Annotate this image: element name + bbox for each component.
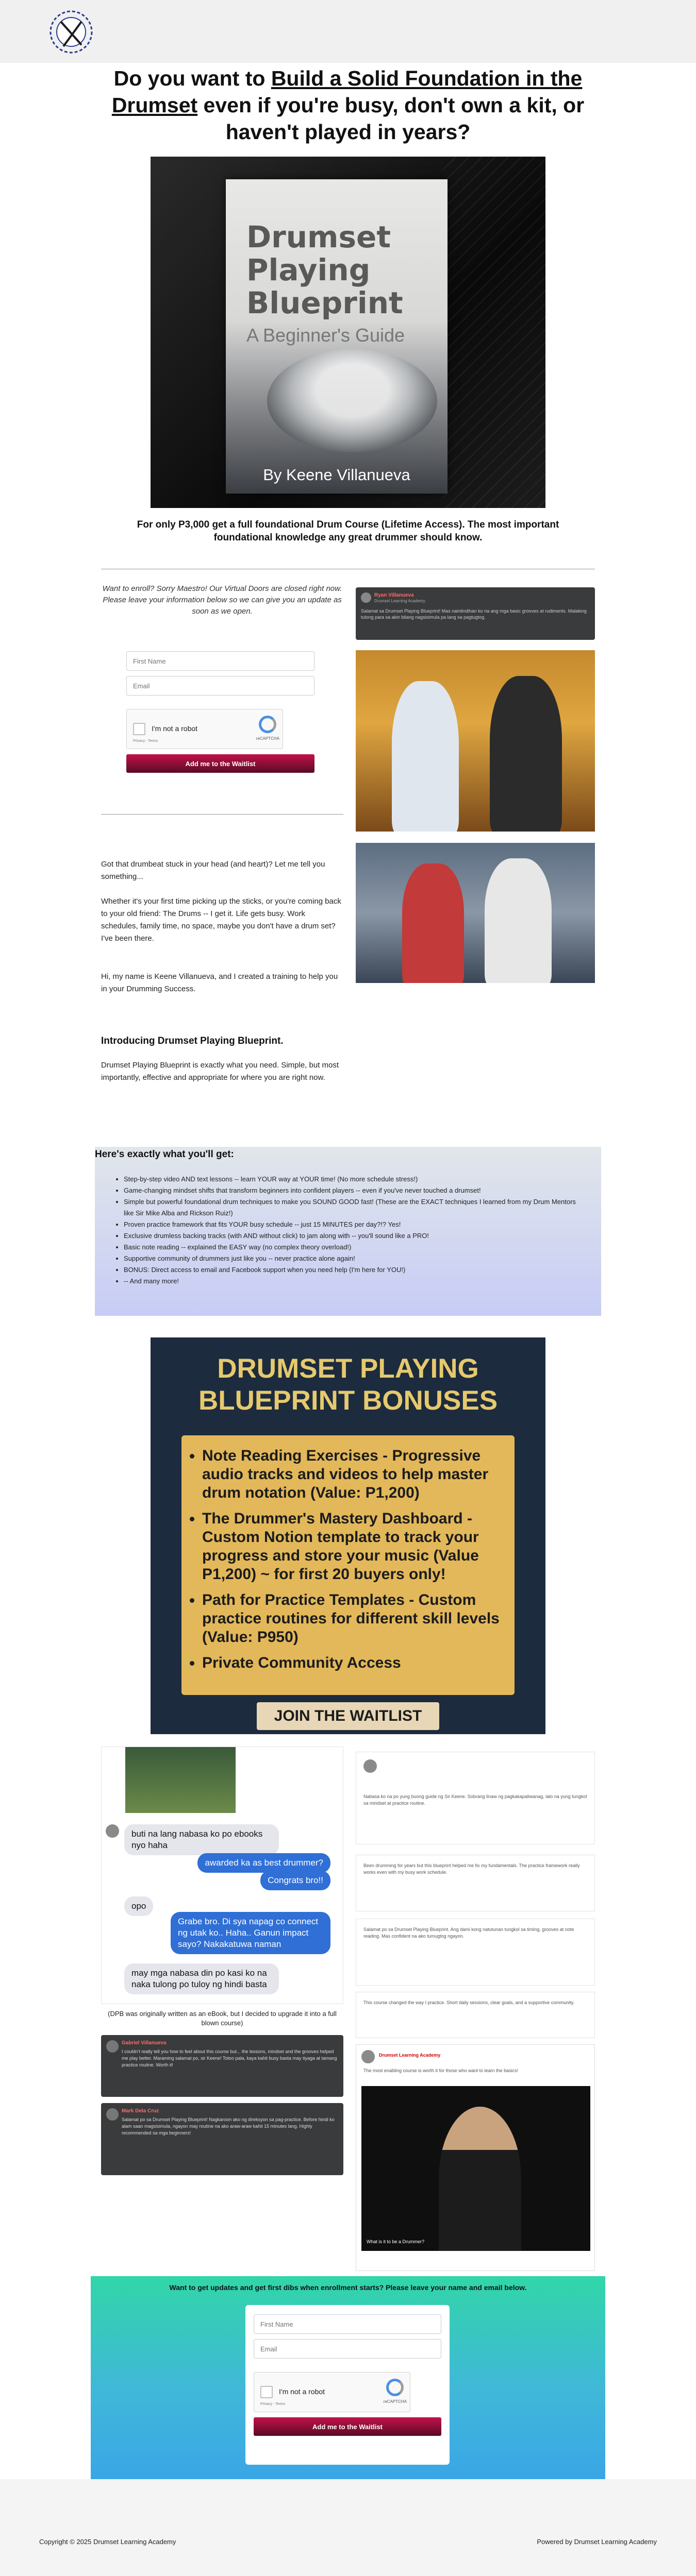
testimonial-text: Salamat po sa Drumset Playing Blueprint! Nagkaroon ako ng direksyon sa pag-practice. Before hindi ko alam saan magsisimula, ngayon may routine na ako araw-araw kahit 15 minutes lang. Highly recommended sa mga beginners!: [122, 2117, 335, 2136]
testimonial-card: [356, 1919, 595, 1986]
avatar: [363, 1759, 377, 1773]
chat-bubble: Grabe bro. Di sya napag co connect ng utak ko.. Haha.. Ganun impact sayo? Nakakatuwa naman: [171, 1912, 330, 1954]
testimonial-text: I couldn't really tell you how to feel about this course but... the lessons, mindset and the grooves helped me play better. Maraming salamat po, sir Keene! Totoo pala, kaya kahit busy basta may tiyaga at tamang practice routine. Worth it!: [122, 2049, 337, 2067]
poster-name: Gabriel Villanueva: [122, 2040, 167, 2046]
first-name-input[interactable]: [126, 651, 314, 671]
intro-title: Introducing Drumset Playing Blueprint.: [101, 1036, 284, 1046]
chat-bubble: awarded ka as best drummer?: [197, 1853, 330, 1873]
first-name-input[interactable]: [254, 2314, 441, 2334]
copyright-text: Copyright © 2025 Drumset Learning Academy: [39, 2538, 176, 2546]
feature-item: • Proven practice framework that fits YOUR busy schedule -- just 15 MINUTES per day?!? Yes!: [124, 1219, 577, 1230]
student-photo-2: [356, 843, 595, 983]
post-text: The most enabling course is worth it for those who want to learn the basics!: [363, 2068, 519, 2073]
feature-item: • BONUS: Direct access to email and Facebook support when you need help (I'm here for YOU!): [124, 1264, 577, 1276]
person-right: [490, 676, 562, 832]
testimonial-text: Been drumming for years but this blueprint helped me fix my fundamentals. The practice framework really works even with my busy work schedule.: [363, 1863, 580, 1875]
email-input[interactable]: [254, 2339, 441, 2359]
add-to-waitlist-button[interactable]: Add me to the Waitlist: [126, 754, 314, 773]
story-paragraph-3: Hi, my name is Keene Villanueva, and I created a training to help you in your Drumming Success.: [101, 972, 338, 993]
powered-by-text: Powered by Drumset Learning Academy: [537, 2538, 657, 2546]
book-cover: [226, 179, 448, 494]
drum-image: [267, 349, 437, 452]
recaptcha-label: I'm not a robot: [152, 724, 198, 733]
join-waitlist-button[interactable]: JOIN THE WAITLIST: [257, 1702, 439, 1730]
chat-bubble: Congrats bro!!: [260, 1871, 330, 1890]
bonus-item: • Note Reading Exercises - Progressive audio tracks and videos to help master drum notation (Value: P1,200): [202, 1447, 501, 1502]
add-to-waitlist-button[interactable]: Add me to the Waitlist: [254, 2417, 441, 2436]
testimonial-post: [356, 587, 595, 640]
features-list: [124, 1174, 577, 1287]
headline-link[interactable]: Build a Solid Foundation in the Drumset: [111, 66, 583, 117]
story-paragraph-2: Whether it's your first time picking up the sticks, or you're coming back to your old friend: The Drums -- I get it. Life gets busy. Work schedules, family time, no space, maybe you don't have a drum set? I've been there.: [101, 897, 341, 943]
hero-book-image: [151, 157, 545, 508]
chat-image: [125, 1747, 236, 1813]
recaptcha-brand: reCAPTCHA: [256, 736, 279, 741]
person-left: [402, 863, 464, 983]
book-title: Drumset Playing Blueprint: [246, 219, 403, 320]
testimonial-text: Salamat sa Drumset Playing Blueprint! Mas naintindihan ko na ang mga basic grooves at rudiments. Malaking tulong para sa akin bilang nagsisimula pa lang sa pagtugtog.: [361, 608, 587, 620]
main-headline: [77, 65, 619, 145]
book-author: By Keene Villanueva: [263, 466, 410, 484]
chat-caption: (DPB was originally written as an eBook, but I decided to upgrade it into a full blown course): [108, 2010, 337, 2027]
bonus-item: • Private Community Access: [202, 1654, 501, 1672]
testimonial-post: [101, 2103, 343, 2175]
person-right: [485, 858, 552, 983]
avatar: [106, 2108, 119, 2121]
poster-meta: Drumset Learning Academy: [374, 599, 425, 603]
video-caption: What is it to be a Drummer?: [367, 2239, 425, 2244]
divider: [101, 814, 343, 815]
cta-title: Want to get updates and get first dibs when enrollment starts? Please leave your name and email below.: [169, 2283, 527, 2292]
feature-item: • Basic note reading -- explained the EASY way (no complex theory overload!): [124, 1242, 577, 1253]
chat-bubble: opo: [124, 1896, 153, 1916]
poster-name: Mark Dela Cruz: [122, 2108, 159, 2114]
avatar: [361, 2050, 375, 2063]
video-post: [356, 2044, 595, 2271]
features-title: Here's exactly what you'll get:: [95, 1149, 234, 1160]
decorative-lines: [442, 157, 545, 508]
academy-logo[interactable]: [45, 6, 97, 58]
recaptcha-icon: [259, 716, 276, 733]
testimonial-post: [101, 2035, 343, 2097]
recaptcha-widget: [126, 709, 283, 749]
video-player[interactable]: [361, 2086, 590, 2251]
feature-item: • Game-changing mindset shifts that transform beginners into confident players -- even if you've never touched a drumset!: [124, 1185, 577, 1196]
poster-name: Drumset Learning Academy: [379, 2053, 441, 2058]
email-input[interactable]: [126, 676, 314, 696]
avatar: [361, 592, 371, 603]
recaptcha-checkbox[interactable]: [133, 723, 145, 735]
recaptcha-icon: [386, 2379, 404, 2396]
feature-item: • Supportive community of drummers just like you -- never practice alone again!: [124, 1253, 577, 1264]
avatar: [106, 2040, 119, 2053]
feature-item: • Step-by-step video AND text lessons -- learn YOUR way at YOUR time! (No more schedule stress!): [124, 1174, 577, 1185]
bonuses-panel: [181, 1435, 515, 1695]
headline-suffix: even if you're busy, don't own a kit, or haven't played in years?: [197, 93, 585, 144]
person-left: [392, 681, 459, 832]
chat-screenshot: [101, 1747, 343, 2004]
bonuses-title: DRUMSET PLAYING BLUEPRINT BONUSES: [198, 1353, 498, 1416]
student-photo-1: [356, 650, 595, 832]
chat-bubble: may mga nabasa din po kasi ko na naka tulong po tuloy ng hindi basta: [124, 1963, 279, 1994]
testimonial-card: [356, 1752, 595, 1844]
footer: [0, 2479, 696, 2576]
bonuses-list: [202, 1447, 501, 1680]
offer-text: For only P3,000 get a full foundational Drum Course (Lifetime Access). The most important foundational knowledge any great drummer should know.: [137, 519, 559, 543]
waitlist-intro: Want to enroll? Sorry Maestro! Our Virtual Doors are closed right now. Please leave your information below so we can give you an update as soon as we open.: [102, 584, 342, 616]
feature-item: • Exclusive drumless backing tracks (with AND without click) to jam along with -- you'll sound like a PRO!: [124, 1230, 577, 1242]
testimonial-card: [356, 1855, 595, 1911]
avatar: [106, 1824, 119, 1838]
bonus-item: • Path for Practice Templates - Custom practice routines for different skill levels (Value: P950): [202, 1591, 501, 1647]
features-section: [95, 1147, 601, 1316]
logo-icon: [45, 6, 97, 58]
headline-prefix: Do you want to: [113, 66, 271, 90]
bonuses-banner: [151, 1337, 545, 1734]
recaptcha-terms[interactable]: Privacy - Terms: [260, 2402, 286, 2406]
waitlist-form: [126, 651, 314, 773]
testimonial-text: Salamat po sa Drumset Playing Blueprint. Ang dami kong natutunan tungkol sa timing, grooves at note reading. Mas confident na ako tumugtog ngayon.: [363, 1927, 574, 1939]
recaptcha-checkbox[interactable]: [260, 2386, 273, 2398]
bonus-item: • The Drummer's Mastery Dashboard - Custom Notion template to track your progress and store your music (Value P1,200) ~ for first 20 buyers only!: [202, 1510, 501, 1584]
recaptcha-widget: [254, 2372, 410, 2412]
poster-name: Ryan Villanueva: [374, 592, 414, 598]
waitlist-cta-section: [91, 2276, 605, 2479]
recaptcha-brand: reCAPTCHA: [383, 2399, 407, 2404]
feature-item: • -- And many more!: [124, 1276, 577, 1287]
feature-item: • Simple but powerful foundational drum techniques to make you SOUND GOOD fast! (These are the EXACT techniques I learned from my Drum Mentors like Sir Mike Alba and Rickson Ruiz!): [124, 1196, 577, 1219]
chat-bubble: buti na lang nabasa ko po ebooks nyo haha: [124, 1824, 279, 1855]
story-paragraph-4: Drumset Playing Blueprint is exactly what you need. Simple, but most importantly, effective and appropriate for where you are right now.: [101, 1061, 339, 1082]
testimonial-text: Nabasa ko na po yung buong guide ng Sir Keene. Sobrang linaw ng pagkakapaliwanag, lalo na yung tungkol sa mindset at practice routine.: [363, 1794, 587, 1806]
testimonial-card: [356, 1992, 595, 2038]
singer-image: [439, 2107, 521, 2251]
recaptcha-label: I'm not a robot: [279, 2387, 325, 2396]
cta-form: [245, 2305, 450, 2465]
recaptcha-terms[interactable]: Privacy - Terms: [133, 739, 158, 743]
story-paragraph-1: Got that drumbeat stuck in your head (and heart)? Let me tell you something...: [101, 860, 325, 881]
testimonial-text: This course changed the way I practice. Short daily sessions, clear goals, and a supportive community.: [363, 2000, 575, 2005]
top-bar: [0, 0, 696, 63]
book-subtitle: A Beginner's Guide: [246, 325, 405, 346]
